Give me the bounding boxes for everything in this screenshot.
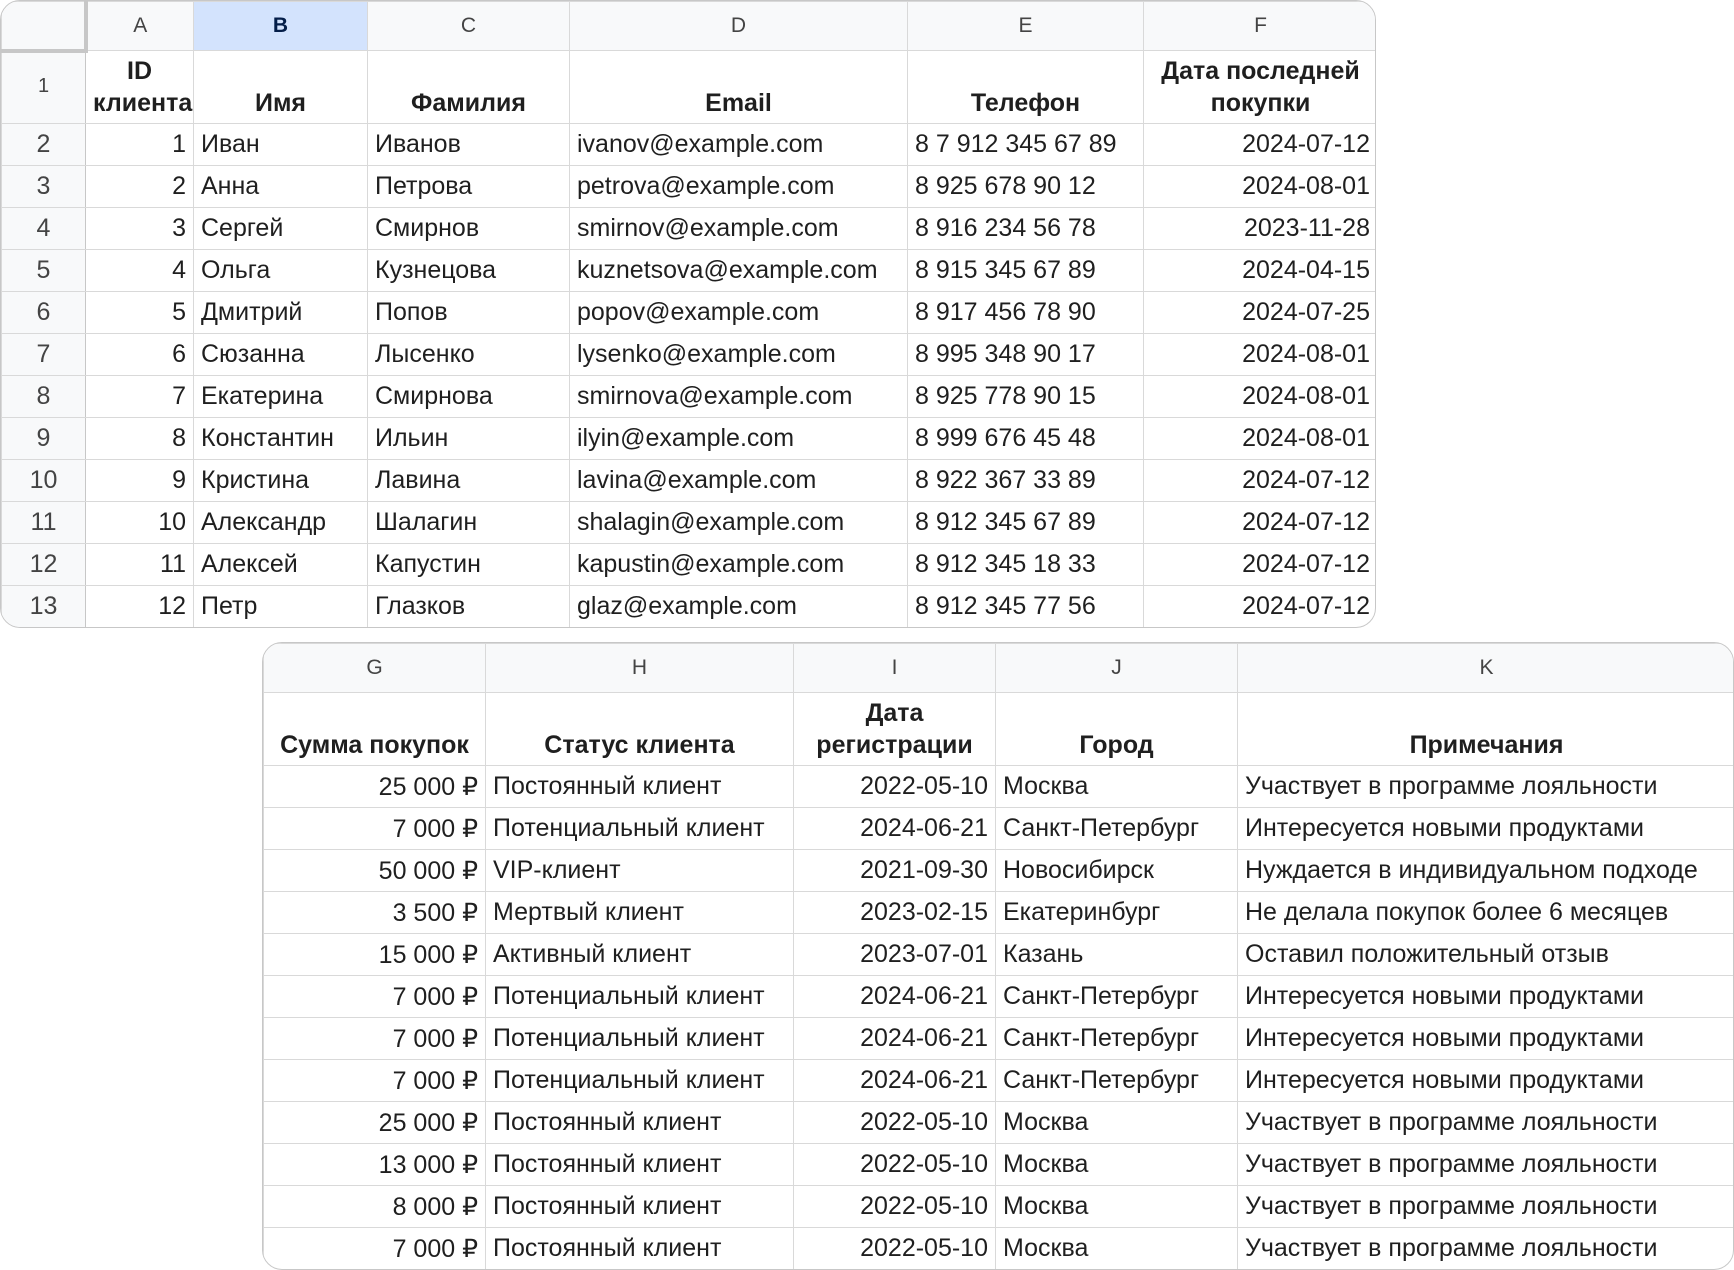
table-row [2,166,1377,208]
cell-email[interactable]: glaz@example.com [570,586,908,628]
cell-phone[interactable]: 8 912 345 77 56 [908,586,1144,628]
cell-notes[interactable]: Участвует в программе лояльности [1238,1144,1734,1186]
table-row [264,892,1734,934]
cell-first-name[interactable]: Сюзанна [194,334,368,376]
header-cell-first-name[interactable]: Имя [194,51,368,124]
cell-client-id[interactable]: 10 [86,502,194,544]
row-header[interactable]: 7 [2,334,86,376]
cell-first-name[interactable]: Кристина [194,460,368,502]
cell-client-id[interactable]: 9 [86,460,194,502]
header-cell-phone[interactable]: Телефон [908,51,1144,124]
cell-client-id[interactable]: 11 [86,544,194,586]
header-cell-status[interactable]: Статус клиента [486,693,794,766]
header-cell-last-name[interactable]: Фамилия [368,51,570,124]
cell-first-name[interactable]: Алексей [194,544,368,586]
cell-total[interactable]: 3 500 ₽ [264,892,486,934]
cell-city[interactable]: Новосибирск [996,850,1238,892]
cell-last-name[interactable]: Лысенко [368,334,570,376]
cell-last-name[interactable]: Кузнецова [368,250,570,292]
cell-last-name[interactable]: Смирнов [368,208,570,250]
cell-total[interactable]: 25 000 ₽ [264,766,486,808]
header-cell-notes[interactable]: Примечания [1238,693,1734,766]
column-header-h[interactable]: H [486,644,794,693]
cell-city[interactable]: Москва [996,1102,1238,1144]
column-header-f[interactable]: F [1144,2,1377,51]
cell-phone[interactable]: 8 912 345 67 89 [908,502,1144,544]
cell-status[interactable]: Потенциальный клиент [486,1018,794,1060]
cell-client-id[interactable]: 3 [86,208,194,250]
row-header[interactable]: 2 [2,124,86,166]
cell-reg-date[interactable]: 2024-06-21 [794,1018,996,1060]
cell-first-name[interactable]: Екатерина [194,376,368,418]
cell-notes[interactable]: Участвует в программе лояльности [1238,1186,1734,1228]
header-cell-last-purchase[interactable] [1144,51,1377,124]
cell-last-name[interactable]: Петрова [368,166,570,208]
cell-first-name[interactable]: Константин [194,418,368,460]
cell-total[interactable]: 8 000 ₽ [264,1186,486,1228]
cell-last-purchase[interactable]: 2024-07-12 [1144,124,1377,166]
cell-email[interactable]: shalagin@example.com [570,502,908,544]
cell-city[interactable]: Казань [996,934,1238,976]
cell-city[interactable]: Санкт-Петербург [996,1060,1238,1102]
cell-city[interactable]: Москва [996,1228,1238,1270]
cell-notes[interactable]: Участвует в программе лояльности [1238,766,1734,808]
cell-total[interactable]: 7 000 ₽ [264,808,486,850]
cell-client-id[interactable]: 6 [86,334,194,376]
cell-last-purchase[interactable]: 2023-11-28 [1144,208,1377,250]
cell-reg-date[interactable]: 2023-02-15 [794,892,996,934]
cell-phone[interactable]: 8 922 367 33 89 [908,460,1144,502]
table-row [264,1186,1734,1228]
table-row [264,934,1734,976]
cell-notes[interactable]: Интересуется новыми продуктами [1238,976,1734,1018]
cell-status[interactable]: Потенциальный клиент [486,808,794,850]
cell-last-purchase[interactable]: 2024-04-15 [1144,250,1377,292]
table-row [264,976,1734,1018]
column-header-e[interactable]: E [908,2,1144,51]
cell-notes[interactable]: Участвует в программе лояльности [1238,1102,1734,1144]
header-text: ID [127,57,152,85]
cell-first-name[interactable]: Петр [194,586,368,628]
cell-email[interactable]: ilyin@example.com [570,418,908,460]
header-cell-total[interactable]: Сумма покупок [264,693,486,766]
table-row [2,544,1377,586]
cell-client-id[interactable]: 8 [86,418,194,460]
cell-first-name[interactable]: Сергей [194,208,368,250]
cell-email[interactable]: smirnov@example.com [570,208,908,250]
row-header[interactable]: 3 [2,166,86,208]
cell-phone[interactable]: 8 925 678 90 12 [908,166,1144,208]
table-row [2,418,1377,460]
cell-city[interactable]: Москва [996,766,1238,808]
table-header-row [264,693,1734,766]
header-text: Дата [865,699,924,727]
cell-email[interactable]: kapustin@example.com [570,544,908,586]
cell-phone[interactable]: 8 995 348 90 17 [908,334,1144,376]
table-row [264,850,1734,892]
column-header-c[interactable]: C [368,2,570,51]
header-cell-email[interactable]: Email [570,51,908,124]
cell-reg-date[interactable]: 2022-05-10 [794,1228,996,1270]
header-cell-client-id[interactable] [86,51,194,124]
column-header-b[interactable]: B [194,2,368,51]
cell-total[interactable]: 7 000 ₽ [264,1018,486,1060]
row-header[interactable]: 9 [2,418,86,460]
cell-phone[interactable]: 8 916 234 56 78 [908,208,1144,250]
cell-city[interactable]: Москва [996,1186,1238,1228]
spreadsheet-panel-clients [0,0,1376,628]
cell-first-name[interactable]: Иван [194,124,368,166]
cell-email[interactable]: lysenko@example.com [570,334,908,376]
cell-total[interactable]: 25 000 ₽ [264,1102,486,1144]
cell-last-name[interactable]: Попов [368,292,570,334]
cell-first-name[interactable]: Дмитрий [194,292,368,334]
row-header[interactable]: 11 [2,502,86,544]
cell-phone[interactable]: 8 915 345 67 89 [908,250,1144,292]
cell-phone[interactable]: 8 999 676 45 48 [908,418,1144,460]
cell-last-purchase[interactable]: 2024-08-01 [1144,418,1377,460]
table-row [264,1018,1734,1060]
purchases-table [263,643,1734,1270]
row-header[interactable]: 5 [2,250,86,292]
cell-city[interactable]: Санкт-Петербург [996,1018,1238,1060]
cell-email[interactable]: lavina@example.com [570,460,908,502]
cell-status[interactable]: Постоянный клиент [486,766,794,808]
cell-notes[interactable]: Интересуется новыми продуктами [1238,1018,1734,1060]
cell-city[interactable]: Москва [996,1144,1238,1186]
cell-email[interactable]: petrova@example.com [570,166,908,208]
header-cell-city[interactable]: Город [996,693,1238,766]
cell-notes[interactable]: Не делала покупок более 6 месяцев [1238,892,1734,934]
header-text: покупки [1210,89,1311,117]
table-row [2,502,1377,544]
cell-reg-date[interactable]: 2024-06-21 [794,976,996,1018]
cell-first-name[interactable]: Анна [194,166,368,208]
cell-reg-date[interactable]: 2022-05-10 [794,1102,996,1144]
cell-notes[interactable]: Интересуется новыми продуктами [1238,1060,1734,1102]
cell-status[interactable]: Мертвый клиент [486,892,794,934]
cell-last-purchase[interactable]: 2024-07-12 [1144,586,1377,628]
clients-table [1,1,1376,628]
cell-last-name[interactable]: Капустин [368,544,570,586]
column-header-row [2,2,1377,51]
row-header[interactable]: 4 [2,208,86,250]
column-header-d[interactable]: D [570,2,908,51]
cell-status[interactable]: Активный клиент [486,934,794,976]
cell-status[interactable]: Постоянный клиент [486,1186,794,1228]
cell-first-name[interactable]: Ольга [194,250,368,292]
cell-reg-date[interactable]: 2024-06-21 [794,1060,996,1102]
cell-reg-date[interactable]: 2021-09-30 [794,850,996,892]
cell-last-purchase[interactable]: 2024-08-01 [1144,376,1377,418]
table-row [264,808,1734,850]
cell-last-name[interactable]: Глазков [368,586,570,628]
cell-last-purchase[interactable]: 2024-08-01 [1144,166,1377,208]
cell-reg-date[interactable]: 2022-05-10 [794,766,996,808]
header-text: регистрации [816,731,973,759]
cell-email[interactable]: kuznetsova@example.com [570,250,908,292]
cell-client-id[interactable]: 2 [86,166,194,208]
row-header[interactable]: 12 [2,544,86,586]
cell-email[interactable]: smirnova@example.com [570,376,908,418]
table-row [2,376,1377,418]
cell-last-name[interactable]: Смирнова [368,376,570,418]
table-row [2,124,1377,166]
row-header[interactable]: 1 [2,51,86,124]
table-row [264,1102,1734,1144]
header-cell-reg-date[interactable] [794,693,996,766]
table-row [264,1144,1734,1186]
cell-status[interactable]: Постоянный клиент [486,1144,794,1186]
cell-last-purchase[interactable]: 2024-07-12 [1144,460,1377,502]
cell-client-id[interactable]: 1 [86,124,194,166]
column-header-a[interactable]: A [86,2,194,51]
cell-status[interactable]: Потенциальный клиент [486,1060,794,1102]
cell-email[interactable]: popov@example.com [570,292,908,334]
table-row [2,334,1377,376]
table-row [2,208,1377,250]
column-header-row [264,644,1734,693]
table-row [2,292,1377,334]
cell-phone[interactable]: 8 7 912 345 67 89 [908,124,1144,166]
cell-total[interactable]: 50 000 ₽ [264,850,486,892]
cell-notes[interactable]: Оставил положительный отзыв [1238,934,1734,976]
cell-last-purchase[interactable]: 2024-07-25 [1144,292,1377,334]
cell-phone[interactable]: 8 925 778 90 15 [908,376,1144,418]
cell-client-id[interactable]: 5 [86,292,194,334]
select-all-corner[interactable] [2,2,86,51]
cell-city[interactable]: Санкт-Петербург [996,976,1238,1018]
spreadsheet-panel-purchases [262,642,1734,1270]
table-row [2,460,1377,502]
cell-client-id[interactable]: 4 [86,250,194,292]
cell-client-id[interactable]: 12 [86,586,194,628]
cell-reg-date[interactable]: 2024-06-21 [794,808,996,850]
row-header[interactable]: 10 [2,460,86,502]
cell-notes[interactable]: Участвует в программе лояльности [1238,1228,1734,1270]
cell-email[interactable]: ivanov@example.com [570,124,908,166]
cell-last-purchase[interactable]: 2024-08-01 [1144,334,1377,376]
cell-notes[interactable]: Интересуется новыми продуктами [1238,808,1734,850]
header-text: Дата последней [1161,57,1360,85]
column-header-k[interactable]: K [1238,644,1734,693]
table-header-row [2,51,1377,124]
cell-first-name[interactable]: Александр [194,502,368,544]
cell-city[interactable]: Екатеринбург [996,892,1238,934]
cell-reg-date[interactable]: 2022-05-10 [794,1144,996,1186]
cell-total[interactable]: 13 000 ₽ [264,1144,486,1186]
table-row [2,250,1377,292]
row-header[interactable]: 13 [2,586,86,628]
cell-client-id[interactable]: 7 [86,376,194,418]
column-header-i[interactable]: I [794,644,996,693]
table-row [264,1060,1734,1102]
cell-status[interactable]: Постоянный клиент [486,1102,794,1144]
cell-last-name[interactable]: Ильин [368,418,570,460]
cell-last-purchase[interactable]: 2024-07-12 [1144,544,1377,586]
cell-reg-date[interactable]: 2023-07-01 [794,934,996,976]
cell-phone[interactable]: 8 912 345 18 33 [908,544,1144,586]
row-header[interactable]: 6 [2,292,86,334]
cell-last-purchase[interactable]: 2024-07-12 [1144,502,1377,544]
cell-total[interactable]: 7 000 ₽ [264,976,486,1018]
cell-last-name[interactable]: Шалагин [368,502,570,544]
cell-status[interactable]: VIP-клиент [486,850,794,892]
cell-last-name[interactable]: Иванов [368,124,570,166]
cell-notes[interactable]: Нуждается в индивидуальном подходе [1238,850,1734,892]
table-row [264,766,1734,808]
column-header-g[interactable]: G [264,644,486,693]
table-row [264,1228,1734,1270]
row-header[interactable]: 8 [2,376,86,418]
cell-status[interactable]: Потенциальный клиент [486,976,794,1018]
cell-last-name[interactable]: Лавина [368,460,570,502]
cell-city[interactable]: Санкт-Петербург [996,808,1238,850]
table-row [2,586,1377,628]
cell-phone[interactable]: 8 917 456 78 90 [908,292,1144,334]
header-text: клиента [93,89,193,117]
cell-total[interactable]: 7 000 ₽ [264,1060,486,1102]
cell-reg-date[interactable]: 2022-05-10 [794,1186,996,1228]
cell-total[interactable]: 7 000 ₽ [264,1228,486,1270]
cell-total[interactable]: 15 000 ₽ [264,934,486,976]
cell-status[interactable]: Постоянный клиент [486,1228,794,1270]
column-header-j[interactable]: J [996,644,1238,693]
